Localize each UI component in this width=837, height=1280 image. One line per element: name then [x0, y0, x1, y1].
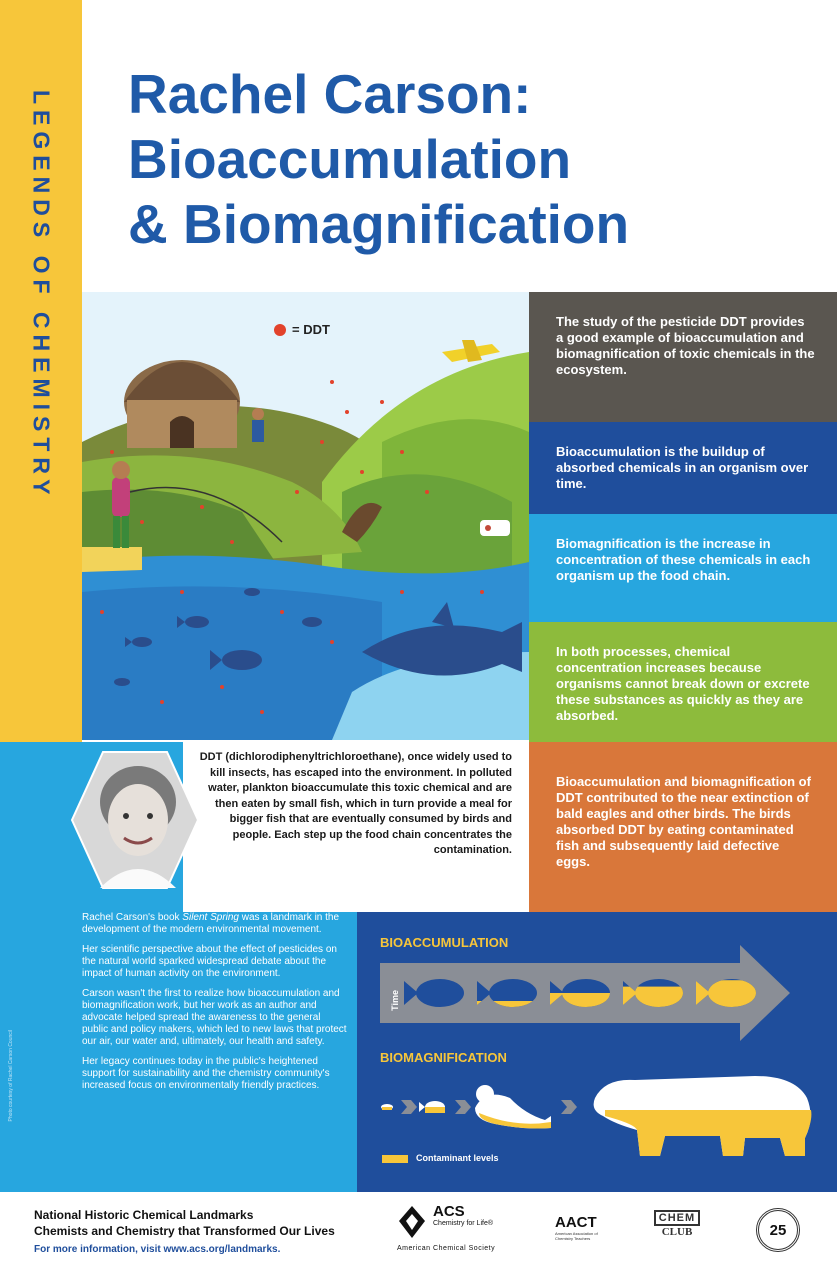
title-line-3: & Biomagnification: [128, 193, 630, 255]
info-box-4: In both processes, chemical concentration increases because organisms cannot break down or excrete these substances as quickly as they are absorbed.: [529, 622, 837, 742]
footer-more-info-link[interactable]: For more information, visit www.acs.org/landmarks.: [34, 1244, 281, 1255]
biomagnification-title: BIOMAGNIFICATION: [380, 1050, 507, 1065]
info-box-5: Bioaccumulation and biomagnification of DDT contributed to the near extinction of bald eagles and other birds. The birds absorbed DDT by eating contaminated fish and subsequently laid defective eggs.: [529, 742, 837, 912]
footer-line-1: National Historic Chemical Landmarks: [34, 1208, 254, 1222]
acs-logo: ACS Chemistry for Life® American Chemical Society: [397, 1203, 496, 1252]
contaminant-legend-label: Contaminant levels: [416, 1153, 499, 1163]
carson-biography: [82, 912, 347, 1100]
time-axis-label: Time: [390, 989, 400, 1011]
anniversary-seal-icon: 25: [756, 1208, 800, 1252]
footer-line-2: Chemists and Chemistry that Transformed Our Lives: [34, 1224, 335, 1238]
ddt-legend: = DDT: [292, 322, 330, 337]
aact-logo: AACT American Association of Chemistry Teachers: [555, 1214, 598, 1241]
carson-paragraph-2: Her scientific perspective about the effect of pesticides on the natural world sparked widespread debate about the impact of human activity on the environment.: [82, 944, 337, 979]
info-box-3: Biomagnification is the increase in concentration of these chemicals in each organism up the food chain.: [529, 514, 837, 622]
carson-paragraph-3: Carson wasn't the first to realize how bioaccumulation and biomagnification work, but her work as an author and advocate helped spread the awareness to the general public and policy makers, which led to new laws that protect our air, our water and, ultimately, our health and safety.: [82, 988, 347, 1047]
chem-club-logo: CHEM CLUB: [654, 1210, 700, 1255]
photo-credit: Photo courtesy of Rachel Carson Council: [8, 1030, 14, 1122]
carson-paragraph-1: Rachel Carson's book Silent Spring was a landmark in the development of the modern environmental movement.: [82, 912, 340, 935]
acs-flask-icon: [398, 1205, 426, 1239]
ddt-scene-illustration: [82, 292, 529, 740]
title-line-1: Rachel Carson:: [128, 63, 532, 125]
carson-paragraph-4: Her legacy continues today in the public's heightened support for sustainability and the chemistry community's increased focus on environmentally friendly practices.: [82, 1056, 330, 1091]
info-box-2: Bioaccumulation is the buildup of absorbed chemicals in an organism over time.: [529, 422, 837, 514]
bioaccumulation-title: BIOACCUMULATION: [380, 935, 509, 950]
biomagnification-diagram: [375, 1058, 835, 1158]
title-line-2: Bioaccumulation: [128, 128, 572, 190]
ddt-description: DDT (dichlorodiphenyltrichloroethane), once widely used to kill insects, has escaped into the environment. In polluted water, plankton bioaccumulate this toxic chemical and are then eaten by small fish, which in turn provide a meal for bigger fish that are eventually consumed by birds and people. Each step up the food chain concentrates the contamination.: [199, 751, 512, 856]
page-title: [128, 62, 818, 257]
info-box-1: The study of the pesticide DDT provides a good example of bioaccumulation and biomagnification of toxic chemicals in the ecosystem.: [529, 292, 837, 422]
carson-portrait: [70, 750, 200, 890]
contaminant-legend-swatch: [382, 1155, 408, 1163]
side-band-label: LEGENDS OF CHEMISTRY: [28, 89, 55, 501]
bioaccumulation-diagram: [380, 945, 800, 1045]
